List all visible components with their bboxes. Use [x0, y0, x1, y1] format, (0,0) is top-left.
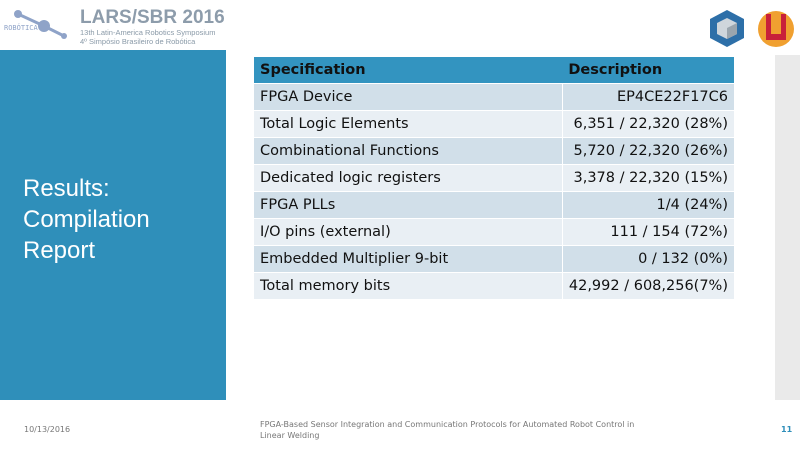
table-row [254, 273, 734, 300]
compilation-report-table [254, 57, 734, 300]
description-cell: 5,720 / 22,320 (26%) [562, 138, 734, 165]
spec-cell: Dedicated logic registers [254, 165, 562, 192]
description-cell: EP4CE22F17C6 [562, 84, 734, 111]
header-specification: Specification [254, 57, 562, 84]
description-cell: 111 / 154 (72%) [562, 219, 734, 246]
spec-cell: Total Logic Elements [254, 111, 562, 138]
table-header-row [254, 57, 734, 84]
conference-header [80, 8, 225, 46]
spec-cell: I/O pins (external) [254, 219, 562, 246]
university-logo-icon [757, 8, 795, 48]
header-description: Description [562, 57, 734, 84]
description-cell: 42,992 / 608,256(7%) [562, 273, 734, 300]
cube-logo-icon [708, 8, 746, 48]
conference-line1: 13th Latin-America Robotics Symposium [80, 28, 216, 37]
page-number: 11 [781, 425, 793, 434]
conference-title: LARS/SBR 2016 [80, 7, 225, 28]
conference-line2: 4º Simpósio Brasileiro de Robótica [80, 37, 196, 46]
description-cell: 6,351 / 22,320 (28%) [562, 111, 734, 138]
table-row [254, 165, 734, 192]
table-row [254, 246, 734, 273]
description-cell: 1/4 (24%) [562, 192, 734, 219]
svg-text:ROBÓTICA: ROBÓTICA [4, 24, 38, 32]
title-panel [0, 55, 226, 400]
table-row [254, 111, 734, 138]
spec-cell: Embedded Multiplier 9-bit [254, 246, 562, 273]
footer-date: 10/13/2016 [24, 425, 71, 434]
slide-title: Results: Compilation Report [23, 175, 150, 264]
side-strip [775, 55, 800, 400]
table-row [254, 192, 734, 219]
spec-cell: FPGA PLLs [254, 192, 562, 219]
table-row [254, 84, 734, 111]
footer-title: FPGA-Based Sensor Integration and Communication Protocols for Automated Robot Control in Linear Welding [260, 420, 635, 440]
spec-cell: Total memory bits [254, 273, 562, 300]
robotica-logo [4, 6, 84, 46]
table-row [254, 138, 734, 165]
table-row [254, 219, 734, 246]
spec-cell: Combinational Functions [254, 138, 562, 165]
description-cell: 3,378 / 22,320 (15%) [562, 165, 734, 192]
spec-cell: FPGA Device [254, 84, 562, 111]
description-cell: 0 / 132 (0%) [562, 246, 734, 273]
